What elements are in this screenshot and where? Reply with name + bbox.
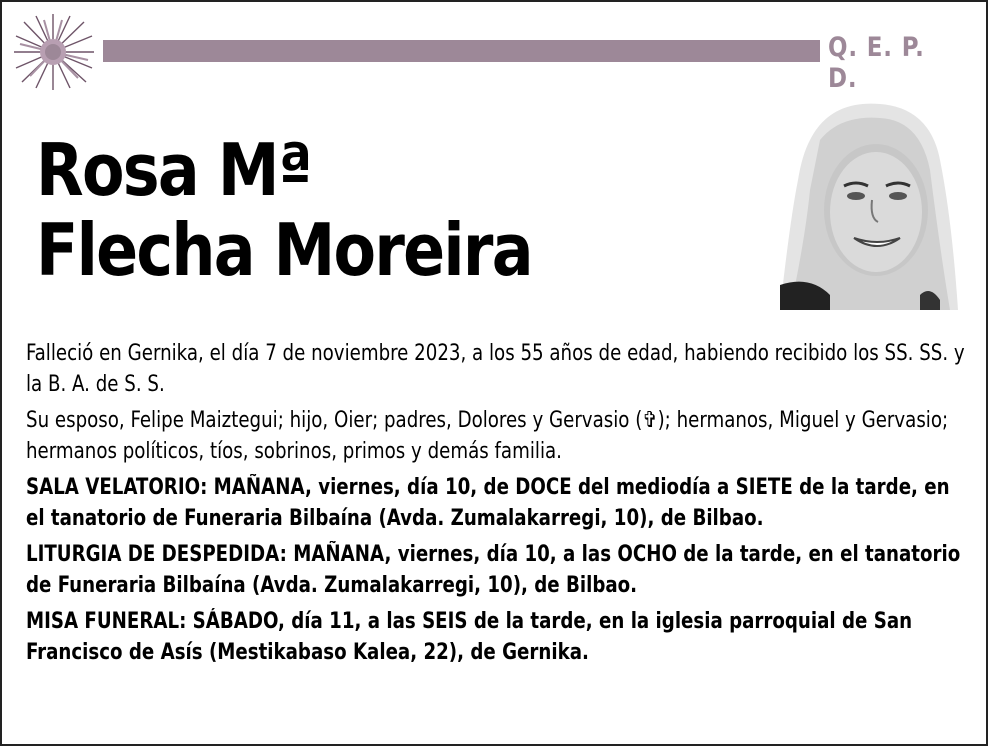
thistle-flower-icon	[8, 10, 98, 94]
cross-icon: ✞	[642, 408, 658, 433]
deceased-name	[36, 130, 532, 290]
family-text-part-2: ); hermanos, Miguel y Gervasio; hermanos políticos, tíos, sobrinos, primos y demás familia.	[26, 408, 949, 464]
header-bar	[103, 40, 820, 62]
sala-velatorio: SALA VELATORIO: MAÑANA, viernes, día 10, de DOCE del mediodía a SIETE de la tarde, en el tanatorio de Funeraria Bilbaína (Avda. Zumalakarregi, 10), de Bilbao.	[26, 475, 950, 531]
family-list	[26, 405, 974, 467]
death-notice: Falleció en Gernika, el día 7 de noviembre 2023, a los 55 años de edad, habiendo recibido los SS. SS. y la B. A. de S. S.	[26, 341, 965, 397]
portrait-photo	[780, 100, 958, 310]
name-line-1: Rosa Mª	[36, 128, 311, 212]
family-text-part-1: Su esposo, Felipe Maiztegui; hijo, Oier; padres, Dolores y Gervasio (	[26, 408, 643, 433]
liturgia-despedida: LITURGIA DE DESPEDIDA: MAÑANA, viernes, día 10, a las OCHO de la tarde, en el tanatorio de Funeraria Bilbaína (Avda. Zumalakarregi, 10), de Bilbao.	[26, 542, 961, 598]
obituary-text	[26, 338, 971, 673]
misa-funeral: MISA FUNERAL: SÁBADO, día 11, a las SEIS de la tarde, en la iglesia parroquial de San Francisco de Asís (Mestikabaso Kalea, 22), de Gernika.	[26, 609, 913, 665]
name-line-2: Flecha Moreira	[36, 208, 532, 292]
qepd-label: Q. E. P. D.	[828, 32, 925, 94]
